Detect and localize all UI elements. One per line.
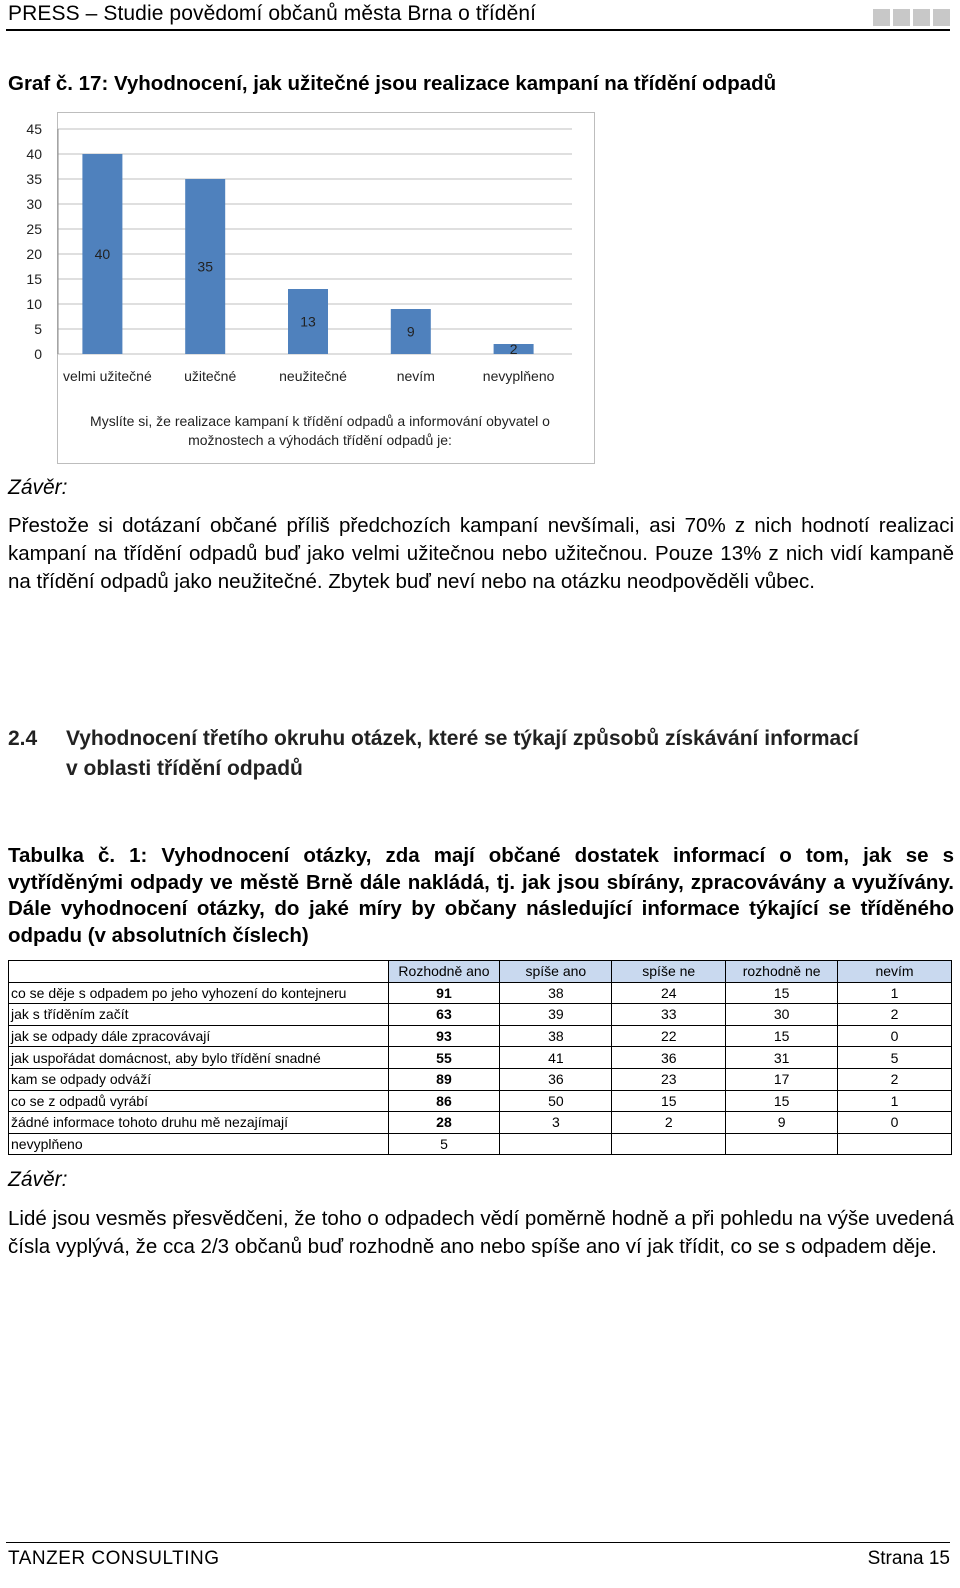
conclusion-label: Závěr: (8, 476, 68, 499)
data-label: 2 (509, 341, 518, 357)
table-cell: 41 (500, 1047, 612, 1069)
table-row (9, 1025, 952, 1047)
table-cell: 5 (388, 1133, 500, 1155)
table-row (9, 1090, 952, 1112)
row-label: co se děje s odpadem po jeho vyhození do kontejneru (9, 982, 389, 1004)
y-tick-label: 5 (34, 321, 42, 337)
table-cell: 93 (388, 1025, 500, 1047)
table-cell: 22 (612, 1025, 726, 1047)
table-cell: 33 (612, 1004, 726, 1026)
table-cell: 63 (388, 1004, 500, 1026)
data-label: 13 (300, 313, 316, 330)
x-tick-label: neužitečné (279, 368, 347, 384)
y-tick-label: 30 (26, 196, 42, 212)
table-header-cell: nevím (838, 961, 952, 983)
table-cell: 9 (726, 1112, 838, 1134)
y-tick-label: 0 (34, 346, 42, 362)
y-tick-label: 35 (26, 171, 42, 187)
table-cell: 50 (500, 1090, 612, 1112)
table-cell: 30 (726, 1004, 838, 1026)
y-tick-label: 25 (26, 221, 42, 237)
table-cell: 5 (838, 1047, 952, 1069)
data-label: 40 (94, 246, 111, 262)
x-tick-label: velmi užitečné (63, 368, 152, 384)
table-cell: 38 (500, 982, 612, 1004)
table-header-cell: spíše ano (500, 961, 612, 983)
table-row (9, 1112, 952, 1134)
section-title-line1: Vyhodnocení třetího okruhu otázek, které se týkají způsobů získávání informací (66, 727, 859, 750)
conclusion-text: Přestože si dotázaní občané příliš předchozích kampaní nevšímali, asi 70% z nich hodnotí realizaci kampaní na třídění odpadů buď jako velmi užitečnou nebo užitečnou. Pouze 13% z nich vidí kampaně na třídění odpadů jako neužitečné. Zbytek buď neví nebo na otázku neodpověděli vůbec. (8, 514, 954, 593)
table-cell: 0 (838, 1025, 952, 1047)
table-cell: 36 (612, 1047, 726, 1069)
table-cell: 86 (388, 1090, 500, 1112)
row-label: nevyplňeno (9, 1133, 389, 1155)
section-heading (8, 724, 954, 784)
section-number: 2.4 (8, 727, 38, 750)
y-tick-label: 15 (26, 271, 42, 287)
chart-x-axis-title: Myslíte si, že realizace kampaní k třídění odpadů a informování obyvatel o možnostech a výhodách třídění odpadů je: (90, 413, 550, 448)
footer-page-number: Strana 15 (867, 1548, 950, 1569)
row-label: žádné informace tohoto druhu mě nezajímají (9, 1112, 389, 1134)
table-row (9, 1047, 952, 1069)
results-table (8, 960, 952, 1155)
x-tick-label: nevím (396, 368, 435, 384)
table-cell (500, 1133, 612, 1155)
conclusion-label: Závěr: (8, 1168, 68, 1191)
table-cell: 55 (388, 1047, 500, 1069)
y-tick-label: 20 (26, 246, 42, 262)
x-tick-label: užitečné (184, 368, 237, 384)
table-cell: 17 (726, 1068, 838, 1090)
table-cell: 2 (612, 1112, 726, 1134)
table-header-blank (9, 961, 389, 983)
footer-brand: TANZER CONSULTING (8, 1548, 220, 1569)
row-label: jak uspořádat domácnost, aby bylo třídění snadné (9, 1047, 389, 1069)
header-rule (6, 29, 950, 31)
table-cell: 39 (500, 1004, 612, 1026)
table-cell: 15 (612, 1090, 726, 1112)
row-label: jak s tříděním začít (9, 1004, 389, 1026)
table-cell: 2 (838, 1004, 952, 1026)
table-header-cell: rozhodně ne (726, 961, 838, 983)
table-header-cell: spíše ne (612, 961, 726, 983)
table-caption: Tabulka č. 1: Vyhodnocení otázky, zda mají občané dostatek informací o tom, jak se s vytříděnými odpady ve městě Brně dále nakládá, tj. jak jsou sbírány, zpracovávány a využívány. Dále vyhodnocení otázky, do jaké míry by občany následující informace týkající se tříděného odpadu (v absolutních číslech) (8, 844, 954, 947)
table-cell: 38 (500, 1025, 612, 1047)
x-tick-label: nevyplňeno (482, 368, 555, 384)
y-tick-label: 10 (26, 296, 42, 312)
table-cell: 2 (838, 1068, 952, 1090)
row-label: co se z odpadů vyrábí (9, 1090, 389, 1112)
table-row (9, 1068, 952, 1090)
conclusion-text: Lidé jsou vesměs přesvědčeni, že toho o odpadech vědí poměrně hodně a při pohledu na výše uvedená čísla vyplývá, že cca 2/3 občanů buď rozhodně ano nebo spíše ano ví jak třídit, co se s odpadem děje. (8, 1207, 954, 1258)
table-cell: 31 (726, 1047, 838, 1069)
document-header-title: PRESS – Studie povědomí občanů města Brna o třídění (8, 2, 537, 25)
table-cell: 15 (726, 1025, 838, 1047)
table-header-cell: Rozhodně ano (388, 961, 500, 983)
table-cell (838, 1133, 952, 1155)
table-row (9, 982, 952, 1004)
y-tick-label: 40 (26, 146, 42, 162)
table-cell: 23 (612, 1068, 726, 1090)
table-cell: 24 (612, 982, 726, 1004)
table-cell: 28 (388, 1112, 500, 1134)
graph-caption: Graf č. 17: Vyhodnocení, jak užitečné jsou realizace kampaní na třídění odpadů (8, 72, 777, 95)
table-cell: 15 (726, 1090, 838, 1112)
table-cell: 3 (500, 1112, 612, 1134)
row-label: kam se odpady odváží (9, 1068, 389, 1090)
y-tick-label: 45 (26, 121, 42, 137)
table-header-row (9, 961, 952, 983)
table-row (9, 1133, 952, 1155)
footer-rule (6, 1542, 950, 1543)
table-cell: 1 (838, 982, 952, 1004)
row-label: jak se odpady dále zpracovávají (9, 1025, 389, 1047)
data-label: 9 (406, 323, 415, 340)
table-cell: 89 (388, 1068, 500, 1090)
table-cell: 91 (388, 982, 500, 1004)
table-cell: 15 (726, 982, 838, 1004)
table-cell: 1 (838, 1090, 952, 1112)
table-row (9, 1004, 952, 1026)
table-cell: 36 (500, 1068, 612, 1090)
header-decoration (873, 9, 950, 26)
table-cell (726, 1133, 838, 1155)
table-cell (612, 1133, 726, 1155)
data-label: 35 (197, 258, 213, 275)
table-cell: 0 (838, 1112, 952, 1134)
section-title-line2: v oblasti třídění odpadů (66, 757, 303, 780)
